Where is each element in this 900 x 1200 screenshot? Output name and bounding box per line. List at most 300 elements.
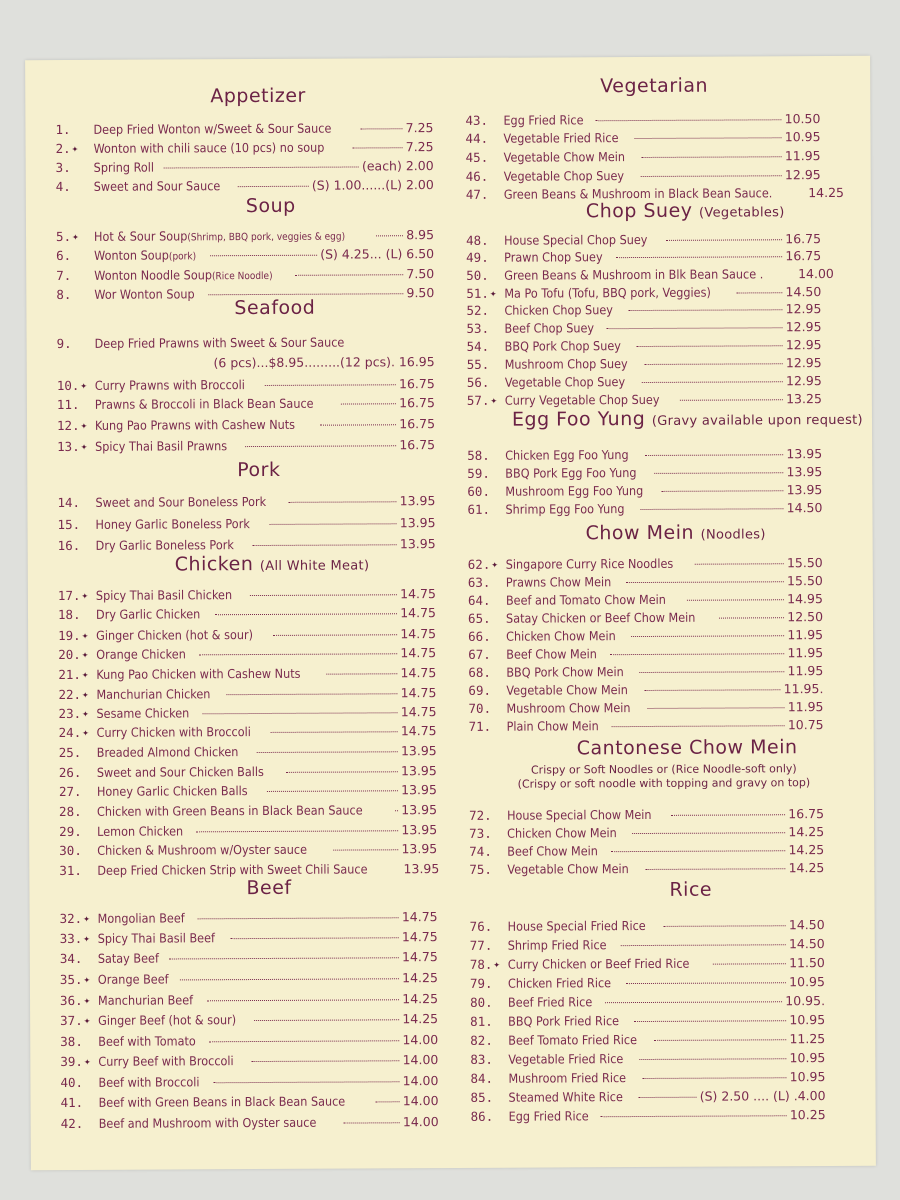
item-number [470, 919, 508, 934]
item-name-text: Hot & Sour Soup [93, 228, 188, 244]
item-price: (each) 2.00 [361, 158, 434, 174]
menu-item [59, 841, 437, 860]
item-number-text: 65. [467, 610, 491, 626]
item-name [508, 937, 607, 953]
item-name [96, 686, 210, 702]
item-name [95, 335, 345, 351]
item-name [509, 1108, 589, 1123]
item-name-text: Sesame Chicken [96, 705, 190, 721]
dot-leader [395, 809, 398, 811]
dot-leader [639, 1096, 697, 1098]
item-name-text: Orange Chicken [96, 646, 186, 662]
item-number [59, 863, 97, 878]
item-price: 11.95 [787, 645, 824, 661]
item-price: 10.50 [784, 111, 821, 127]
menu-item [59, 802, 437, 821]
item-price: 13.95 [786, 464, 823, 480]
item-name-text: Vegetable Fried Rice [503, 130, 619, 146]
dot-leader [640, 174, 782, 177]
dot-leader [320, 423, 396, 425]
item-number [57, 378, 95, 393]
item-name [508, 1070, 626, 1086]
menu-left-column [55, 58, 465, 1132]
item-number [60, 993, 98, 1008]
menu-item [467, 500, 822, 519]
item-price: 8.95 [406, 227, 435, 243]
item-name-text: Beef Fried Rice [507, 994, 593, 1010]
item-name-text: Steamed White Rice [508, 1089, 623, 1105]
item-number [57, 495, 95, 510]
item-price: 10.95 [784, 129, 821, 145]
item-number [60, 972, 98, 987]
section-title-chopsuey [586, 199, 785, 222]
item-name-text: Satay Chicken or Beef Chow Mein [505, 609, 696, 626]
menu-item [466, 248, 821, 267]
dot-leader [344, 1121, 400, 1123]
item-price: 14.95 [787, 591, 823, 607]
item-name-text: Green Beans & Mushroom in Blk Bean Sauce . [504, 266, 764, 283]
item-price: 14.75 [400, 645, 437, 661]
item-number-text: 12. [56, 417, 80, 434]
section-subtitle: (Gravy available upon request) [651, 412, 863, 429]
item-number [470, 1071, 508, 1086]
menu-item [468, 609, 823, 628]
item-number [467, 393, 505, 408]
item-number-text: 22. [58, 686, 82, 703]
dot-leader [713, 962, 786, 964]
item-name-text: BBQ Pork Egg Foo Yung [505, 465, 637, 481]
item-number [468, 575, 506, 590]
item-number-text: 24. [58, 724, 82, 741]
item-number [466, 286, 504, 301]
item-name [505, 374, 625, 390]
chili-pepper-icon: ✦ [489, 286, 497, 300]
item-name-text: Chicken with Green Beans in Black Bean Sauce [96, 802, 363, 819]
item-name [98, 1074, 199, 1090]
dot-leader [607, 326, 783, 329]
item-number [468, 611, 506, 626]
chili-pepper-icon: ✦ [493, 957, 501, 971]
item-name-text: Ma Po Tofu (Tofu, BBQ pork, Veggies) [504, 284, 711, 301]
item-price: 13.95 [399, 493, 436, 509]
item-number [466, 268, 504, 283]
menu-item [470, 1088, 825, 1107]
item-price: 12.50 [787, 609, 824, 625]
menu-item [57, 334, 435, 353]
item-number [466, 233, 504, 248]
item-price: 14.50 [785, 284, 822, 300]
item-name [506, 610, 695, 626]
item-name [97, 744, 239, 760]
item-price: 11.95 [787, 663, 824, 679]
dot-leader [642, 1076, 787, 1079]
item-number-text: 70. [468, 700, 492, 716]
item-name [96, 627, 253, 643]
dot-leader [203, 711, 398, 714]
menu-item [56, 227, 434, 246]
item-number-text: 16. [57, 537, 81, 554]
item-number [60, 911, 98, 926]
menu-item [61, 1093, 439, 1112]
chili-pepper-icon: ✦ [81, 628, 89, 642]
item-price: 15.50 [786, 573, 823, 589]
dot-leader [164, 165, 359, 168]
item-name [505, 392, 660, 408]
item-price: 13.95 [399, 515, 436, 531]
item-number [59, 745, 97, 760]
item-number-text: 1. [55, 121, 71, 138]
section-title-text: Egg Foo Yung [511, 407, 646, 431]
dot-leader [645, 867, 785, 870]
item-number [470, 1014, 508, 1029]
item-number [467, 448, 505, 463]
item-price: 13.95 [401, 841, 438, 857]
item-number-text: 44. [465, 130, 489, 146]
dot-leader [226, 692, 398, 695]
menu-item [471, 1107, 826, 1126]
dot-leader [647, 706, 784, 709]
dot-leader [640, 670, 785, 673]
item-name-text: Curry Chicken or Beef Fried Rice [507, 955, 690, 972]
dot-leader [271, 730, 398, 733]
section-title-text: Cantonese Chow Mein [576, 736, 798, 760]
item-name-text: Wor Wonton Soup [94, 286, 195, 302]
item-price: 13.95 [786, 446, 823, 462]
item-number [467, 339, 505, 354]
menu-item [58, 665, 436, 684]
menu-item [469, 806, 824, 825]
item-number [60, 1013, 98, 1028]
item-name [506, 592, 666, 608]
item-name [95, 396, 314, 412]
item-name [506, 628, 616, 644]
item-number-text: 83. [470, 1051, 493, 1067]
menu-item [57, 515, 435, 534]
item-name [98, 992, 193, 1007]
item-number [58, 538, 96, 553]
item-name [504, 149, 625, 165]
section-title-text: Chicken [174, 553, 254, 576]
item-number [467, 375, 505, 390]
menu-item [58, 704, 436, 723]
item-name-text: Beef Chow Mein [507, 843, 598, 859]
item-name-text: Vegetable Fried Rice [508, 1051, 624, 1067]
dot-leader [376, 234, 403, 236]
item-name [98, 930, 215, 946]
item-number [56, 229, 94, 244]
item-number [469, 808, 507, 823]
item-name [506, 556, 674, 572]
item-number-text: 68. [468, 664, 491, 680]
item-number [470, 995, 508, 1010]
item-number [468, 683, 506, 698]
item-name [97, 783, 248, 799]
dot-leader [295, 273, 403, 276]
item-name-text: Chicken Egg Foo Yung [505, 447, 629, 463]
item-number-text: 21. [58, 666, 81, 683]
item-price: 10.95 [789, 1050, 826, 1066]
item-number-text: 14. [57, 494, 81, 511]
item-name-text: Breaded Almond Chicken [96, 744, 239, 760]
item-number-text: 39. [60, 1053, 83, 1070]
item-number [468, 593, 506, 608]
item-number [60, 1075, 98, 1090]
section-title-text: Beef [246, 876, 292, 900]
item-number [469, 826, 507, 841]
dot-leader [695, 562, 784, 564]
item-name-text: Dry Garlic Chicken [95, 606, 201, 622]
item-number-text: 32. [59, 910, 83, 927]
item-name [508, 1051, 623, 1067]
item-number-text: 28. [58, 803, 82, 820]
dot-leader [628, 308, 783, 311]
item-price: 14.75 [400, 704, 437, 720]
item-price: 14.75 [400, 723, 437, 739]
item-name [97, 842, 307, 858]
item-name-text: Vegetable Chop Suey [503, 168, 625, 184]
item-number-text: 11. [56, 396, 80, 413]
item-name-text: Chicken Chow Mein [506, 628, 616, 644]
item-price: (S) 1.00......(L) 2.00 [311, 177, 434, 193]
item-name [96, 705, 189, 720]
item-name-text: Beef Chow Mein [506, 646, 597, 662]
item-number [465, 131, 503, 146]
item-number-text: 35. [59, 971, 83, 988]
chili-pepper-icon: ✦ [83, 972, 91, 986]
item-name [97, 823, 183, 838]
item-name [98, 971, 169, 986]
menu-item [56, 139, 434, 158]
item-number [56, 179, 94, 194]
item-name-text: Mushroom Chow Mein [506, 700, 631, 716]
chili-pepper-icon: ✦ [72, 229, 79, 243]
dot-leader [197, 916, 398, 919]
item-price: (S) 4.25... (L) 6.50 [320, 246, 435, 262]
dot-leader [237, 185, 309, 187]
item-price: 14.25 [402, 991, 439, 1007]
menu-item [60, 991, 438, 1010]
item-number [61, 1095, 99, 1110]
item-name [504, 249, 603, 265]
menu-item [466, 231, 821, 250]
item-number-text: 34. [59, 950, 83, 967]
item-name [97, 724, 251, 740]
menu-item [59, 822, 437, 841]
item-price-continuation [147, 354, 435, 371]
item-number [59, 765, 97, 780]
menu-item [58, 605, 436, 624]
item-number [466, 169, 504, 184]
item-name [95, 417, 295, 433]
menu-item [58, 626, 436, 645]
item-price: 15.50 [786, 555, 823, 571]
item-name [505, 501, 624, 517]
item-name-text: Vegetable Chow Mein [506, 682, 628, 698]
menu-item [55, 120, 433, 139]
item-number-text: 72. [469, 807, 492, 823]
item-number-text: 69. [468, 682, 492, 698]
dot-leader [617, 255, 783, 258]
item-number [467, 357, 505, 372]
section-subtitle: (Noodles) [700, 527, 766, 543]
item-number [59, 725, 97, 740]
section-subtitle: (All White Meat) [259, 558, 370, 574]
item-name [508, 1032, 637, 1048]
item-number [466, 150, 504, 165]
section-title-text: Seafood [234, 296, 316, 320]
item-number-text: 52. [466, 302, 490, 318]
section-title-rice [669, 879, 712, 901]
item-number [468, 701, 506, 716]
item-number-text: 45. [465, 149, 489, 165]
item-name [94, 178, 221, 194]
dot-leader [254, 1018, 399, 1021]
item-name-text: Chicken Fried Rice [507, 975, 612, 991]
item-price: 7.50 [406, 266, 435, 282]
item-number-text: 61. [467, 501, 491, 517]
item-number-text: 63. [467, 574, 491, 590]
item-name-text: Kung Pao Prawns with Cashew Nuts [94, 416, 296, 433]
item-name-text: Wonton with chili sauce (10 pcs) no soup [93, 139, 325, 156]
item-number [56, 141, 94, 156]
item-name [97, 861, 367, 877]
item-name-text: Orange Beef [97, 971, 169, 987]
item-name-text: Ginger Chicken (hot & sour) [96, 627, 254, 643]
item-name [507, 825, 617, 841]
item-price: 14.75 [400, 605, 437, 621]
menu-item [467, 373, 822, 392]
item-name [95, 494, 266, 510]
menu-item [60, 929, 438, 948]
item-number [58, 628, 96, 643]
item-name [504, 320, 594, 335]
dot-leader [250, 593, 397, 596]
item-name-text: Lemon Chicken [97, 823, 184, 839]
item-note: (pork) [168, 251, 197, 263]
item-number [469, 862, 507, 877]
item-number-text: 36. [59, 992, 83, 1009]
chili-pepper-icon: ✦ [83, 911, 90, 925]
item-name-text: Singapore Curry Rice Noodles [505, 555, 674, 572]
section-title-text: Chow Mein [585, 521, 695, 545]
item-price: 14.25 [402, 970, 438, 986]
item-price: 11.95 [787, 699, 824, 715]
item-number-text: 56. [466, 374, 490, 390]
item-name [504, 232, 647, 248]
chili-pepper-icon: ✦ [83, 993, 91, 1007]
menu-item [470, 917, 825, 936]
chili-pepper-icon: ✦ [81, 687, 89, 701]
item-number [466, 321, 504, 336]
item-number-text: 59. [467, 465, 490, 481]
dot-leader [326, 672, 397, 674]
item-price: 12.95 [784, 167, 821, 183]
item-name-text: Wonton Noodle Soup [94, 267, 212, 283]
dot-leader [199, 652, 398, 655]
item-name [97, 764, 264, 780]
item-name [94, 160, 154, 175]
item-name-text: Deep Fried Prawns with Sweet & Sour Sauce [94, 334, 345, 351]
item-price: 10.95 [789, 1012, 826, 1028]
item-number [57, 439, 95, 454]
item-name-text: Vegetable Chow Mein [503, 149, 626, 165]
section-note: (Crispy or soft noodle with topping and gravy on top) [517, 776, 811, 791]
item-number-text: 47. [465, 186, 489, 202]
item-number [466, 303, 504, 318]
item-name [508, 956, 690, 972]
item-name [503, 112, 583, 127]
menu-item [467, 464, 822, 483]
menu-item [468, 627, 823, 646]
menu-item [468, 681, 823, 700]
dot-leader [644, 362, 783, 365]
item-name-text: House Special Fried Rice [507, 917, 646, 934]
item-name-text: Chicken Chow Mein [507, 825, 617, 841]
item-number-text: 8. [56, 286, 72, 303]
dot-leader [285, 770, 398, 773]
menu-item [58, 685, 436, 704]
item-name-text: Wonton Soup [94, 247, 169, 263]
dot-leader [645, 453, 783, 456]
dot-leader [333, 848, 398, 850]
item-number-text: 6. [56, 247, 72, 264]
item-name [505, 338, 621, 354]
item-number-text: 38. [60, 1033, 83, 1050]
menu-item [465, 111, 820, 130]
dot-leader [267, 789, 398, 792]
menu-right-column [465, 56, 875, 1124]
menu-item [467, 446, 822, 465]
item-name-text: Sweet and Sour Sauce [93, 178, 221, 194]
item-price: 13.95 [400, 763, 437, 779]
dot-leader [641, 380, 783, 383]
item-name [504, 266, 763, 282]
item-name-text: Prawn Chop Suey [504, 249, 603, 265]
menu-item [466, 265, 834, 285]
dot-leader [737, 291, 783, 293]
item-name-text: Sweet and Sour Chicken Balls [96, 763, 264, 780]
item-number-text: 86. [470, 1108, 494, 1124]
item-number-text: 48. [466, 232, 489, 248]
menu-item [469, 842, 824, 861]
dot-leader [621, 943, 786, 946]
dot-leader [257, 750, 398, 753]
item-price: 16.75 [399, 395, 435, 411]
item-name-text: Vegetable Chow Mein [507, 861, 629, 877]
item-name-text: Mongolian Beef [97, 910, 185, 926]
chili-pepper-icon: ✦ [82, 706, 89, 720]
item-name-text: Spicy Thai Basil Beef [97, 930, 215, 946]
item-name-text: Plain Chow Mein [506, 718, 599, 734]
item-name-text: BBQ Pork Chop Suey [504, 338, 621, 354]
item-name-text: House Special Chop Suey [504, 231, 648, 248]
chili-pepper-icon: ✦ [83, 931, 90, 945]
dot-leader [631, 634, 784, 637]
item-price: 10.95 [789, 974, 825, 990]
item-name [504, 285, 711, 301]
item-name-text: Mushroom Fried Rice [508, 1070, 627, 1086]
item-name-text: Green Beans & Mushroom in Black Bean Sauce. [503, 185, 773, 202]
item-number [469, 844, 507, 859]
item-name-text: Deep Fried Chicken Strip with Sweet Chili Sauce [97, 861, 368, 878]
item-number [470, 957, 508, 972]
dot-leader [626, 580, 784, 583]
section-title-beef [246, 877, 291, 899]
menu-item [60, 970, 438, 989]
menu-item [470, 1012, 825, 1031]
item-name-text: Shrimp Fried Rice [507, 937, 607, 953]
chili-pepper-icon: ✦ [71, 141, 79, 155]
